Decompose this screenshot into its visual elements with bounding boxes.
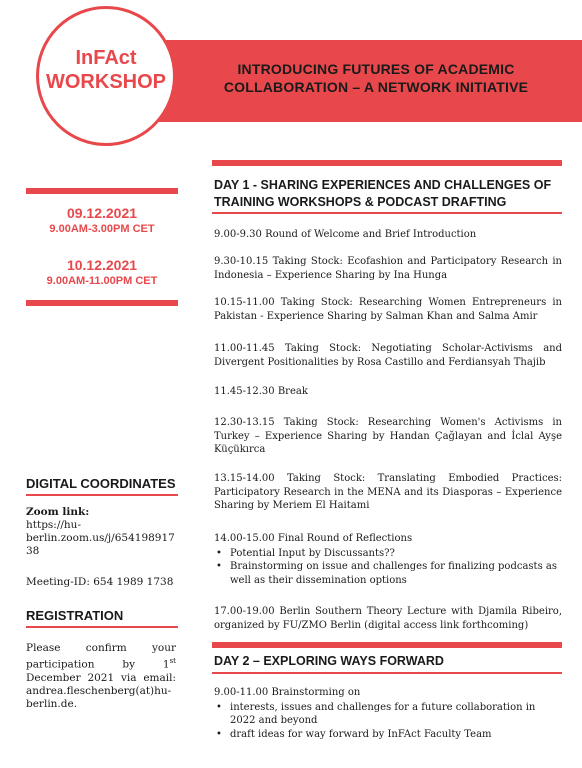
digital-coordinates-title: DIGITAL COORDINATES: [26, 476, 176, 491]
list-item: • Brainstorming on issue and challenges for finalizing podcasts as well as their dissemination options: [214, 560, 562, 587]
registration-title: REGISTRATION: [26, 608, 124, 623]
time-2: 9.00AM-11.00PM CET: [46, 275, 158, 287]
section-underline: [26, 626, 178, 628]
divider-bar: [212, 642, 562, 648]
day1-title-line-2: TRAINING WORKSHOPS & PODCAST DRAFTING: [214, 195, 507, 209]
agenda-item-reflections: [214, 532, 562, 587]
title-line-1: INTRODUCING FUTURES OF ACADEMIC: [237, 61, 515, 77]
agenda-item: 10.15-11.00 Taking Stock: Researching Women Entrepreneurs in Pakistan - Experience Sharing by Salman Khan and Salma Amir: [214, 297, 562, 322]
section-underline: [212, 672, 562, 674]
agenda-item: 11.00-11.45 Taking Stock: Negotiating Scholar-Activisms and Divergent Positionalities by Rosa Castillo and Ferdiansyah Thajib: [214, 343, 562, 368]
agenda-item: 9.30-10.15 Taking Stock: Ecofashion and Participatory Research in Indonesia – Experience Sharing by Ina Hunga: [214, 256, 562, 281]
agenda-item-day2: [214, 686, 562, 741]
zoom-url-1[interactable]: https://hu-: [26, 519, 81, 531]
agenda-item: 9.00-9.30 Round of Welcome and Brief Introduction: [214, 229, 477, 240]
time-1: 9.00AM-3.00PM CET: [49, 223, 155, 235]
agenda-item: 13.15-14.00 Taking Stock: Translating Embodied Practices: Participatory Research in the MENA and its Diasporas – Experience Sharing by Meriem El Haitami: [214, 473, 562, 511]
logo-line-1: InFAct: [75, 47, 137, 69]
divider-bar: [212, 160, 562, 166]
section-underline: [212, 212, 562, 214]
meeting-id: Meeting-ID: 654 1989 1738: [26, 576, 174, 588]
registration-line-3: December 2021 via email:: [26, 671, 176, 684]
zoom-url-3[interactable]: 38: [26, 545, 40, 557]
day2-title: DAY 2 – EXPLORING WAYS FORWARD: [214, 654, 444, 668]
title-line-2: COLLABORATION – A NETWORK INITIATIVE: [223, 79, 529, 95]
registration-text: [26, 642, 176, 711]
divider-bar: [26, 188, 178, 194]
page-title: [196, 60, 556, 96]
agenda-item: 12.30-13.15 Taking Stock: Researching Women's Activisms in Turkey – Experience Sharing by Handan Çağlayan and İclal Ayşe Küçükırca: [214, 417, 562, 455]
list-item: • interests, issues and challenges for a future collaboration in 2022 and beyond: [214, 701, 562, 728]
list-item: • draft ideas for way forward by InFAct Faculty Team: [214, 728, 562, 742]
day1-title: [214, 177, 564, 211]
section-underline: [26, 494, 178, 496]
day2-list: [214, 701, 562, 742]
date-block-1: [26, 205, 178, 236]
zoom-label: Zoom link:: [26, 506, 90, 518]
zoom-url-2[interactable]: berlin.zoom.us/j/654198917: [26, 532, 175, 544]
registration-line-1: Please confirm your: [26, 642, 176, 654]
date-2: 10.12.2021: [66, 257, 138, 273]
divider-bar: [26, 300, 178, 306]
ordinal-suffix: st: [169, 657, 176, 665]
agenda-item-lecture: 17.00-19.00 Berlin Southern Theory Lecture with Djamila Ribeiro, organized by FU/ZMO Berlin (digital access link forthcoming): [214, 606, 562, 631]
date-1: 09.12.2021: [66, 205, 138, 221]
agenda-item: 11.45-12.30 Break: [214, 386, 308, 397]
registration-email-1[interactable]: andrea.fleschenberg(at)hu-: [26, 684, 172, 697]
day1-title-line-1: DAY 1 - SHARING EXPERIENCES AND CHALLENGES OF: [214, 178, 552, 192]
registration-email-2[interactable]: berlin.de.: [26, 697, 78, 710]
registration-line-2-text: participation by 1: [26, 658, 170, 671]
brainstorm-label: 9.00-11.00 Brainstorming on: [214, 687, 361, 698]
reflections-list: [214, 547, 562, 588]
zoom-info: [26, 506, 176, 558]
registration-line-2: [26, 655, 176, 672]
list-item: • Potential Input by Discussants??: [214, 547, 562, 561]
date-block-2: [26, 257, 178, 288]
reflections-label: 14.00-15.00 Final Round of Reflections: [214, 533, 413, 544]
logo-line-2: WORKSHOP: [46, 71, 166, 93]
workshop-logo: [36, 46, 176, 94]
